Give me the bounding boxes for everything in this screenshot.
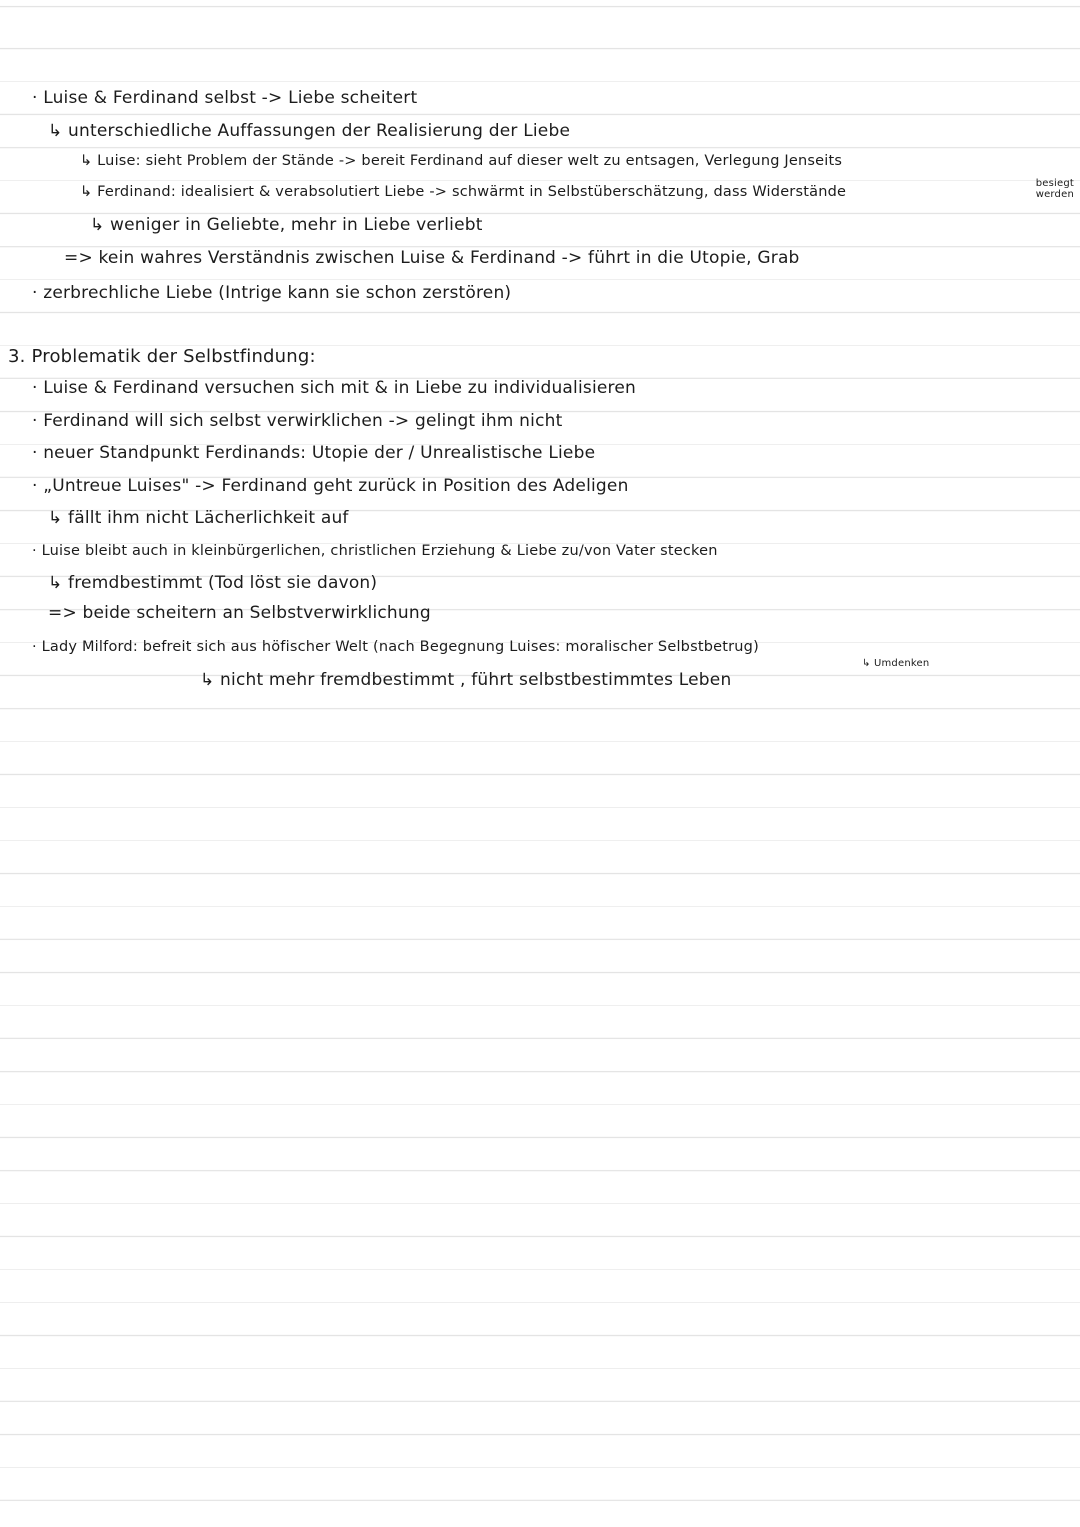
note-line: · Lady Milford: befreit sich aus höfischer Welt (nach Begegnung Luises: moralischer Selbstbetrug) — [32, 639, 759, 655]
note-line: ↳ Luise: sieht Problem der Stände -> bereit Ferdinand auf dieser welt zu entsagen, Verlegung Jenseits — [80, 153, 843, 169]
note-line: ↳ nicht mehr fremdbestimmt , führt selbstbestimmtes Leben — [200, 670, 732, 690]
note-line: ↳ unterschiedliche Auffassungen der Realisierung der Liebe — [48, 121, 571, 141]
note-line: => beide scheitern an Selbstverwirklichung — [48, 603, 431, 623]
note-line: => kein wahres Verständnis zwischen Luise & Ferdinand -> führt in die Utopie, Grab — [64, 248, 800, 268]
margin-note: ↳ Umdenken — [862, 658, 930, 669]
note-line: · zerbrechliche Liebe (Intrige kann sie schon zerstören) — [32, 283, 512, 303]
note-line: · Luise & Ferdinand versuchen sich mit & in Liebe zu individualisieren — [32, 378, 636, 398]
note-line: · „Untreue Luises" -> Ferdinand geht zurück in Position des Adeligen — [32, 476, 629, 496]
note-line: ↳ fällt ihm nicht Lächerlichkeit auf — [48, 508, 349, 528]
margin-note: besiegt werden — [1035, 178, 1074, 200]
note-line: · neuer Standpunkt Ferdinands: Utopie der / Unrealistische Liebe — [32, 443, 596, 463]
note-line: · Luise bleibt auch in kleinbürgerlichen, christlichen Erziehung & Liebe zu/von Vater stecken — [32, 543, 718, 559]
note-line: · Luise & Ferdinand selbst -> Liebe scheitert — [32, 88, 418, 108]
note-line: ↳ fremdbestimmt (Tod löst sie davon) — [48, 573, 378, 593]
note-line: ↳ Ferdinand: idealisiert & verabsolutiert Liebe -> schwärmt in Selbstüberschätzung, dass Widerstände — [80, 184, 847, 200]
note-line: ↳ weniger in Geliebte, mehr in Liebe verliebt — [90, 215, 483, 235]
section-heading: 3. Problematik der Selbstfindung: — [8, 346, 316, 367]
note-line: · Ferdinand will sich selbst verwirklichen -> gelingt ihm nicht — [32, 411, 563, 431]
